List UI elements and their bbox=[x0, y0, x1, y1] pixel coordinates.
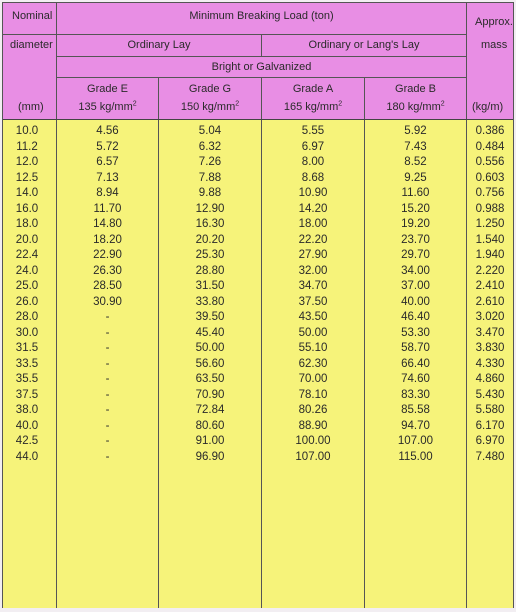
nominal-heading-line2: diameter bbox=[10, 39, 53, 51]
grade-a-cell: 8.68 bbox=[301, 171, 325, 184]
approx-heading-line2: mass bbox=[481, 39, 508, 51]
table-row bbox=[3, 341, 513, 357]
grade-b-cell: 15.20 bbox=[401, 202, 430, 215]
grade-b-cell: 37.00 bbox=[401, 280, 430, 292]
grade-e-cell: 8.94 bbox=[96, 187, 119, 199]
grade-e-strength: 135 $kg/mm^2$ bbox=[78, 100, 137, 113]
grade-g-cell: 31.50 bbox=[195, 280, 225, 292]
grade-g-cell: 33.80 bbox=[195, 295, 225, 308]
grade-e-cell: 28.50 bbox=[93, 280, 122, 292]
table-row bbox=[3, 388, 513, 404]
table-row bbox=[3, 357, 513, 373]
grade-a-cell: 37.50 bbox=[298, 295, 328, 308]
mbl-title: Minimum Breaking Load (ton) bbox=[189, 10, 334, 22]
grade-e-cell: - bbox=[105, 373, 110, 385]
grade-g-cell: 7.26 bbox=[198, 156, 222, 168]
grade-b-cell: 40.00 bbox=[401, 295, 430, 308]
grade-g-cell: 72.84 bbox=[195, 404, 225, 416]
grade-g-cell: 70.90 bbox=[195, 388, 225, 401]
grade-g-cell: 7.88 bbox=[198, 171, 222, 184]
nominal-diameter-cell: 10.0 bbox=[15, 125, 39, 137]
nominal-diameter-cell: 11.2 bbox=[16, 140, 38, 153]
grade-e-cell: - bbox=[105, 450, 110, 463]
grade-b-cell: 53.30 bbox=[401, 326, 430, 339]
nominal-diameter-cell: 42.5 bbox=[15, 435, 39, 447]
grade-a-cell: 107.00 bbox=[295, 450, 331, 463]
mass-cell: 2.220 bbox=[475, 264, 505, 277]
grade-e-name: Grade E bbox=[87, 83, 128, 95]
grade-b-cell: 19.20 bbox=[401, 218, 430, 230]
grade-a-cell: 80.26 bbox=[298, 404, 328, 416]
grade-g-cell: 91.00 bbox=[195, 435, 225, 447]
table-row bbox=[3, 233, 513, 249]
table-row bbox=[3, 450, 513, 466]
mass-cell: 6.170 bbox=[475, 419, 505, 432]
grade-e-cell: 4.56 bbox=[96, 125, 119, 137]
grade-b-name: Grade B bbox=[395, 83, 436, 95]
grade-g-cell: 63.50 bbox=[195, 373, 225, 385]
grade-e-cell: - bbox=[105, 388, 110, 401]
grade-b-cell: 58.70 bbox=[401, 342, 430, 354]
mass-unit: (kg/m) bbox=[472, 101, 504, 113]
grade-b-cell: 66.40 bbox=[401, 357, 430, 370]
grade-b-cell: 34.00 bbox=[401, 264, 430, 277]
grade-g-cell: 6.32 bbox=[198, 140, 222, 153]
mass-cell: 4.860 bbox=[475, 373, 505, 385]
mass-cell: 2.610 bbox=[475, 295, 505, 308]
grade-e-cell: 7.13 bbox=[96, 171, 119, 184]
grade-e-cell: - bbox=[105, 342, 110, 354]
grade-b-cell: 85.58 bbox=[401, 404, 430, 416]
grade-a-cell: 62.30 bbox=[298, 357, 328, 370]
nominal-diameter-cell: 12.0 bbox=[15, 156, 39, 168]
grade-a-cell: 34.70 bbox=[298, 280, 328, 292]
table-row bbox=[3, 295, 513, 311]
grade-b-strength: 180 $kg/mm^2$ bbox=[386, 100, 445, 113]
mass-cell: 0.484 bbox=[475, 140, 505, 153]
grade-a-cell: 50.00 bbox=[298, 326, 328, 339]
grade-e-cell: 6.57 bbox=[96, 156, 119, 168]
grade-a-cell: 78.10 bbox=[298, 388, 328, 401]
grade-a-cell: 100.00 bbox=[295, 435, 331, 447]
mass-cell: 5.430 bbox=[475, 388, 505, 401]
mass-cell: 1.540 bbox=[475, 233, 505, 246]
grade-e-cell: 22.90 bbox=[93, 249, 122, 261]
grade-b-cell: 23.70 bbox=[401, 233, 430, 246]
grade-g-cell: 39.50 bbox=[195, 311, 225, 323]
table-body bbox=[3, 120, 513, 608]
approx-heading-line1: Approx. bbox=[475, 16, 513, 28]
grade-b-cell: 7.43 bbox=[404, 140, 427, 153]
grade-e-cell: 18.20 bbox=[93, 233, 122, 246]
grade-g-cell: 96.90 bbox=[195, 450, 225, 463]
grade-a-strength: 165 $kg/mm^2$ bbox=[283, 100, 343, 113]
table-row bbox=[3, 403, 513, 419]
grade-a-cell: 18.00 bbox=[298, 218, 328, 230]
grade-b-cell: 5.92 bbox=[404, 125, 427, 137]
grade-e-cell: - bbox=[105, 419, 110, 432]
table-row bbox=[3, 279, 513, 295]
table-row bbox=[3, 248, 513, 264]
nominal-diameter-cell: 44.0 bbox=[15, 450, 39, 463]
nominal-diameter-cell: 25.0 bbox=[15, 280, 39, 292]
nominal-diameter-cell: 33.5 bbox=[15, 357, 39, 370]
grade-g-name: Grade G bbox=[188, 83, 232, 95]
table-row bbox=[3, 140, 513, 156]
grade-g-cell: 16.30 bbox=[195, 218, 225, 230]
grade-b-cell: 11.60 bbox=[401, 187, 430, 199]
grade-a-cell: 8.00 bbox=[301, 156, 325, 168]
mass-cell: 3.020 bbox=[475, 311, 505, 323]
grade-g-cell: 45.40 bbox=[195, 326, 225, 339]
nominal-diameter-cell: 12.5 bbox=[15, 171, 39, 184]
nominal-diameter-cell: 37.5 bbox=[15, 388, 39, 401]
table-row bbox=[3, 155, 513, 171]
wire-rope-table bbox=[2, 2, 514, 608]
grade-a-cell: 14.20 bbox=[298, 202, 328, 215]
grade-b-cell: 115.00 bbox=[398, 450, 433, 463]
mass-cell: 0.756 bbox=[475, 187, 505, 199]
nominal-diameter-cell: 16.0 bbox=[15, 202, 39, 215]
grade-g-cell: 50.00 bbox=[195, 342, 225, 354]
grade-b-cell: 46.40 bbox=[401, 311, 430, 323]
grade-a-cell: 27.90 bbox=[298, 249, 328, 261]
ordinary-or-langs-lay-heading: Ordinary or Lang's Lay bbox=[308, 39, 420, 51]
ordinary-lay-heading: Ordinary Lay bbox=[127, 39, 191, 51]
nominal-heading-line1: Nominal bbox=[12, 10, 53, 22]
grade-a-cell: 55.10 bbox=[298, 342, 328, 354]
grade-b-cell: 74.60 bbox=[401, 373, 430, 385]
grade-g-cell: 12.90 bbox=[195, 202, 225, 215]
grade-a-cell: 32.00 bbox=[298, 264, 328, 277]
grade-e-cell: - bbox=[105, 435, 110, 447]
grade-g-strength: 150 $kg/mm^2$ bbox=[180, 100, 240, 113]
grade-g-cell: 9.88 bbox=[198, 187, 222, 199]
table-row bbox=[3, 372, 513, 388]
mass-cell: 3.830 bbox=[475, 342, 505, 354]
grade-b-cell: 83.30 bbox=[401, 388, 430, 401]
mass-cell: 1.250 bbox=[475, 218, 505, 230]
table-row bbox=[3, 419, 513, 435]
nominal-diameter-cell: 40.0 bbox=[15, 419, 39, 432]
grade-e-cell: 11.70 bbox=[93, 202, 122, 215]
nominal-unit: (mm) bbox=[18, 101, 44, 113]
nominal-diameter-cell: 31.5 bbox=[15, 342, 39, 354]
grade-b-cell: 107.00 bbox=[397, 435, 434, 447]
table-row bbox=[3, 310, 513, 326]
table-row bbox=[3, 326, 513, 342]
grade-g-cell: 28.80 bbox=[195, 264, 225, 277]
nominal-diameter-cell: 38.0 bbox=[15, 404, 39, 416]
grade-g-cell: 56.60 bbox=[195, 357, 225, 370]
grade-e-cell: - bbox=[105, 357, 110, 370]
mass-cell: 0.556 bbox=[475, 156, 505, 168]
grade-b-cell: 9.25 bbox=[404, 171, 427, 184]
grade-a-cell: 43.50 bbox=[298, 311, 328, 323]
grade-b-cell: 29.70 bbox=[401, 249, 430, 261]
grade-g-cell: 80.60 bbox=[195, 419, 225, 432]
grade-e-cell: - bbox=[105, 311, 110, 323]
table-row bbox=[3, 124, 513, 140]
grade-a-cell: 6.97 bbox=[301, 140, 325, 153]
nominal-diameter-cell: 20.0 bbox=[15, 233, 39, 246]
mass-cell: 7.480 bbox=[475, 450, 505, 463]
mass-cell: 0.386 bbox=[475, 125, 505, 137]
grade-a-cell: 70.00 bbox=[298, 373, 328, 385]
grade-g-cell: 25.30 bbox=[195, 249, 225, 261]
grade-a-cell: 10.90 bbox=[298, 187, 328, 199]
table-row bbox=[3, 186, 513, 202]
mass-cell: 4.330 bbox=[475, 357, 505, 370]
mass-cell: 2.410 bbox=[475, 280, 505, 292]
nominal-diameter-cell: 18.0 bbox=[15, 218, 39, 230]
grade-e-cell: - bbox=[105, 326, 110, 339]
table-row bbox=[3, 264, 513, 280]
grade-a-cell: 88.90 bbox=[298, 419, 328, 432]
mass-cell: 0.603 bbox=[475, 171, 505, 184]
mass-cell: 3.470 bbox=[475, 326, 505, 339]
grade-a-cell: 22.20 bbox=[298, 233, 328, 246]
mass-cell: 6.970 bbox=[475, 435, 505, 447]
table-rows bbox=[3, 124, 513, 465]
grade-b-cell: 8.52 bbox=[404, 156, 427, 168]
table-row bbox=[3, 217, 513, 233]
grade-g-cell: 20.20 bbox=[195, 233, 225, 246]
table-header bbox=[3, 3, 513, 120]
mass-cell: 0.988 bbox=[475, 202, 505, 215]
grade-e-cell: 26.30 bbox=[93, 264, 122, 277]
nominal-diameter-cell: 28.0 bbox=[15, 311, 39, 323]
grade-e-cell: 14.80 bbox=[93, 218, 122, 230]
table-row bbox=[3, 171, 513, 187]
table-row bbox=[3, 202, 513, 218]
bright-or-galvanized-heading: Bright or Galvanized bbox=[211, 61, 312, 73]
nominal-diameter-cell: 26.0 bbox=[15, 295, 39, 308]
grade-e-cell: - bbox=[105, 404, 110, 416]
grade-b-cell: 94.70 bbox=[401, 419, 430, 432]
grade-e-cell: 5.72 bbox=[96, 140, 119, 153]
table-row bbox=[3, 434, 513, 450]
nominal-diameter-cell: 35.5 bbox=[15, 373, 39, 385]
nominal-diameter-cell: 30.0 bbox=[15, 326, 39, 339]
mass-cell: 5.580 bbox=[475, 404, 505, 416]
nominal-diameter-cell: 22.4 bbox=[15, 249, 39, 261]
mass-cell: 1.940 bbox=[475, 249, 505, 261]
grade-g-cell: 5.04 bbox=[198, 125, 222, 137]
nominal-diameter-cell: 24.0 bbox=[15, 264, 39, 277]
grade-a-cell: 5.55 bbox=[301, 125, 325, 137]
grade-e-cell: 30.90 bbox=[93, 295, 122, 308]
grade-a-name: Grade A bbox=[292, 83, 334, 95]
nominal-diameter-cell: 14.0 bbox=[15, 187, 39, 199]
